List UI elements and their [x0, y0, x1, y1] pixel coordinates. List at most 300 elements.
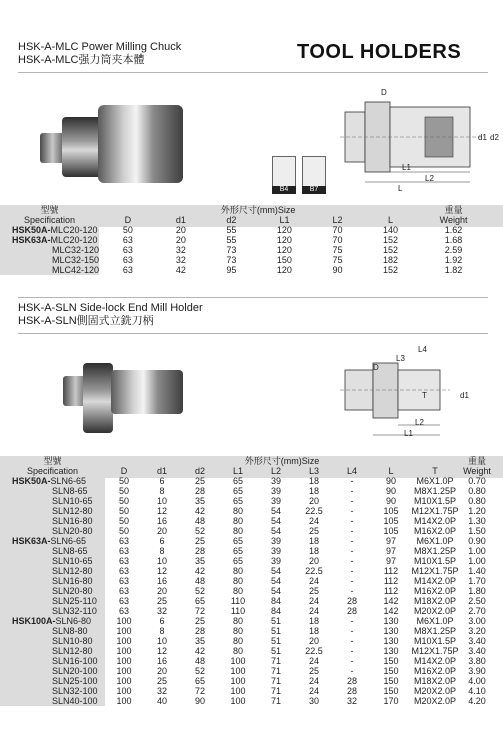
table-cell: 71 — [270, 676, 281, 686]
table-cell: 25 — [308, 586, 319, 596]
table-row — [0, 636, 495, 646]
table-cell: 63 — [118, 586, 129, 596]
table-cell: 42 — [194, 646, 205, 656]
table-cell: 97 — [385, 546, 396, 556]
table-cell: 3.00 — [468, 616, 486, 626]
row-label — [0, 476, 105, 486]
table-cell: 90 — [194, 696, 205, 706]
row-model: SLN8-65 — [52, 486, 88, 496]
table-cell: 0.80 — [468, 496, 486, 506]
table-cell: 25 — [194, 536, 205, 546]
table-cell: 54 — [270, 526, 281, 536]
table-cell: 112 — [383, 566, 399, 576]
row-model: SLN20-100 — [52, 666, 98, 676]
table-cell: 100 — [230, 666, 246, 676]
table-cell: 30 — [308, 696, 319, 706]
row-label — [0, 636, 105, 646]
table-row — [0, 646, 495, 656]
table-cell: 6 — [159, 536, 165, 546]
table-cell: 152 — [383, 265, 399, 275]
table-cell: 20 — [156, 666, 167, 676]
table-cell: 3.20 — [468, 626, 486, 636]
table-cell: 84 — [270, 606, 281, 616]
table-cell: 18 — [308, 536, 319, 546]
table-cell: M20X2.0P — [413, 696, 457, 706]
table-cell: 71 — [270, 656, 281, 666]
table-cell: 25 — [308, 526, 319, 536]
table-cell: 51 — [270, 646, 281, 656]
table-cell: 112 — [383, 586, 399, 596]
table-cell: 100 — [116, 696, 132, 706]
table-cell: 65 — [232, 546, 243, 556]
table-cell: 70 — [332, 235, 343, 245]
table-cell: 25 — [156, 676, 167, 686]
table1-spec-cn: 型號 — [40, 205, 59, 215]
table-cell: 100 — [116, 656, 132, 666]
table-cell: 120 — [276, 265, 292, 275]
table-cell: 90 — [332, 265, 343, 275]
table-cell: - — [350, 476, 354, 486]
table-cell: 142 — [383, 606, 399, 616]
table1-spec-en: Specification — [24, 215, 76, 225]
table-cell: 52 — [194, 526, 205, 536]
table-cell: - — [350, 546, 354, 556]
table2-col-header: L2 — [270, 466, 281, 476]
table-cell: 130 — [383, 646, 399, 656]
table-cell: 2.59 — [444, 245, 463, 255]
table-cell: 63 — [118, 596, 129, 606]
table-cell: M14X2.0P — [413, 656, 457, 666]
table-cell: 95 — [226, 265, 237, 275]
table-cell: 112 — [383, 576, 399, 586]
table-row — [0, 696, 495, 706]
table-cell: - — [350, 536, 354, 546]
row-label — [0, 486, 105, 496]
drawing2-label-L4: L4 — [418, 345, 427, 354]
table-cell: 4.00 — [468, 676, 486, 686]
table-cell: 28 — [194, 546, 205, 556]
table-cell: 1.68 — [444, 235, 463, 245]
inset-b4-label: B4 — [272, 186, 296, 194]
table-cell: 12 — [156, 506, 167, 516]
table2-col-header: d2 — [194, 466, 205, 476]
table-cell: - — [350, 566, 354, 576]
row-model: SLN6-65 — [50, 476, 87, 486]
table-cell: 25 — [194, 476, 205, 486]
table-cell: 20 — [175, 225, 186, 235]
table-cell: 18 — [308, 626, 319, 636]
table-cell: 24 — [308, 596, 319, 606]
row-label — [0, 676, 105, 686]
table-cell: 80 — [232, 616, 243, 626]
row-model: MLC20-120 — [50, 225, 98, 235]
table-cell: M12X1.75P — [411, 566, 459, 576]
table-cell: 20 — [156, 526, 167, 536]
row-label — [0, 696, 105, 706]
table-cell: 105 — [383, 516, 399, 526]
table-cell: 63 — [118, 606, 129, 616]
section2-title-cn: HSK-A-SLN側固式立銑刀柄 — [18, 315, 154, 327]
table-cell: 54 — [270, 506, 281, 516]
table2-col-header: T — [432, 466, 438, 476]
table-row — [0, 596, 495, 606]
table-row — [0, 496, 495, 506]
row-model: SLN40-100 — [52, 696, 98, 706]
table1-col-header: D — [124, 215, 132, 225]
table-cell: 65 — [232, 536, 243, 546]
table1 — [0, 205, 490, 275]
table-cell: 63 — [118, 556, 129, 566]
table-cell: 1.80 — [468, 586, 486, 596]
table-cell: 72 — [194, 686, 205, 696]
row-label — [0, 526, 105, 536]
table-cell: 105 — [383, 506, 399, 516]
table-cell: - — [350, 636, 354, 646]
table-cell: 32 — [175, 245, 186, 255]
table-cell: 54 — [270, 566, 281, 576]
table-cell: 75 — [332, 255, 343, 265]
table-cell: 63 — [122, 235, 133, 245]
table-cell: 71 — [270, 686, 281, 696]
table-cell: 110 — [230, 606, 246, 616]
row-label — [0, 546, 105, 556]
table-cell: 63 — [122, 245, 133, 255]
table-cell: 1.50 — [468, 526, 486, 536]
table-cell: 25 — [308, 666, 319, 676]
table2-col-header: L — [388, 466, 394, 476]
table-row — [0, 666, 495, 676]
table-row — [0, 686, 495, 696]
table-cell: 1.70 — [468, 576, 486, 586]
drawing2-label-L3: L3 — [396, 354, 405, 363]
drawing1-label-L2: L2 — [425, 174, 434, 183]
table-row — [0, 576, 495, 586]
section2-rule — [18, 333, 488, 334]
row-label — [0, 536, 105, 546]
table-cell: 39 — [270, 536, 281, 546]
table-cell: 63 — [118, 566, 129, 576]
table-cell: 80 — [232, 516, 243, 526]
row-label — [0, 235, 99, 245]
table-row — [0, 476, 495, 486]
table-cell: 65 — [232, 476, 243, 486]
table-row — [0, 626, 495, 636]
table-cell: 142 — [383, 596, 399, 606]
table-cell: 100 — [230, 696, 246, 706]
row-label — [0, 606, 105, 616]
drawing1-label-d2: d2 — [490, 133, 499, 142]
table-cell: 3.40 — [468, 636, 486, 646]
row-model: SLN6-80 — [55, 616, 92, 626]
table-cell: 16 — [156, 576, 167, 586]
row-model: SLN12-80 — [52, 566, 93, 576]
side-lock-holder-photo — [63, 358, 185, 436]
table-cell: 50 — [118, 476, 129, 486]
table-cell: 110 — [230, 596, 246, 606]
table-cell: 100 — [116, 636, 132, 646]
drawing2-label-L1: L1 — [404, 429, 413, 438]
table-cell: 28 — [346, 606, 357, 616]
table-cell: 50 — [118, 486, 129, 496]
table-cell: 80 — [232, 506, 243, 516]
table-row — [0, 606, 495, 616]
table-cell: 1.92 — [444, 255, 463, 265]
table1-col-header: L2 — [332, 215, 343, 225]
row-model: MLC32-150 — [52, 255, 100, 265]
table-cell: 100 — [116, 616, 132, 626]
row-label — [0, 496, 105, 506]
table-cell: 182 — [383, 255, 399, 265]
table-row — [0, 235, 490, 245]
table-cell: M16X2.0P — [413, 666, 457, 676]
table-cell: 100 — [116, 676, 132, 686]
table-cell: 1.40 — [468, 566, 486, 576]
table-row — [0, 616, 495, 626]
row-label — [0, 245, 99, 255]
table-row — [0, 255, 490, 265]
table-cell: 24 — [308, 576, 319, 586]
table-cell: 70 — [332, 225, 343, 235]
table-cell: 51 — [270, 636, 281, 646]
row-model: MLC32-120 — [52, 245, 100, 255]
table-cell: 51 — [270, 616, 281, 626]
table-cell: 10 — [156, 496, 167, 506]
row-model: SLN25-110 — [52, 596, 97, 606]
row-model: SLN10-65 — [52, 556, 93, 566]
row-label — [0, 686, 105, 696]
table-cell: 22.5 — [305, 566, 323, 576]
table-cell: 0.80 — [468, 486, 486, 496]
table-cell: 0.70 — [468, 476, 486, 486]
row-model: SLN32-100 — [52, 686, 98, 696]
table-cell: M10X1.5P — [413, 496, 457, 506]
table-cell: 25 — [156, 596, 167, 606]
table-cell: 40 — [156, 696, 167, 706]
inset-b4-image — [272, 156, 296, 190]
table-cell: - — [350, 576, 354, 586]
row-label — [0, 646, 105, 656]
table2-weight-en: Weight — [463, 466, 491, 476]
table-cell: 16 — [156, 516, 167, 526]
row-label — [0, 616, 105, 626]
row-label — [0, 255, 99, 265]
table-cell: 6 — [159, 476, 165, 486]
row-model: SLN25-100 — [52, 676, 98, 686]
table-cell: - — [350, 656, 354, 666]
table-cell: 52 — [194, 666, 205, 676]
table-cell: M8X1.25P — [413, 486, 457, 496]
table-cell: - — [350, 626, 354, 636]
table-cell: 120 — [276, 225, 292, 235]
table-row — [0, 556, 495, 566]
table-cell: 35 — [194, 636, 205, 646]
table-cell: 54 — [270, 586, 281, 596]
table-cell: - — [350, 556, 354, 566]
table-cell: 100 — [116, 646, 132, 656]
table-cell: 80 — [232, 566, 243, 576]
table-cell: 63 — [118, 546, 129, 556]
table-cell: 10 — [156, 556, 167, 566]
table-row — [0, 245, 490, 255]
table-cell: 22.5 — [305, 646, 323, 656]
row-group: HSK100A- — [12, 616, 56, 626]
drawing1-label-D: D — [381, 88, 387, 97]
table-cell: 51 — [270, 626, 281, 636]
inset-b7-label: B7 — [302, 186, 326, 194]
table-cell: 80 — [232, 576, 243, 586]
table-row — [0, 536, 495, 546]
table-cell: 16 — [156, 656, 167, 666]
row-model: SLN8-65 — [52, 546, 88, 556]
row-label — [0, 576, 105, 586]
table-cell: 6 — [159, 616, 165, 626]
table-cell: 3.40 — [468, 646, 486, 656]
table-cell: 1.20 — [468, 506, 486, 516]
section1-title-cn: HSK-A-MLC强力筒夹本體 — [18, 54, 145, 66]
table-cell: 24 — [308, 516, 319, 526]
row-model: MLC42-120 — [52, 265, 100, 275]
table-cell: M6X1.0P — [416, 536, 454, 546]
table1-col-header: L1 — [279, 215, 290, 225]
table-cell: 12 — [156, 566, 167, 576]
table-cell: M20X2.0P — [413, 686, 457, 696]
table-cell: 152 — [383, 245, 399, 255]
table-cell: 20 — [308, 636, 319, 646]
table-cell: 35 — [194, 556, 205, 566]
table-cell: M14X2.0P — [413, 516, 457, 526]
table-cell: - — [350, 516, 354, 526]
table-cell: 80 — [232, 626, 243, 636]
table-cell: 8 — [159, 626, 165, 636]
table-cell: 80 — [232, 636, 243, 646]
table-cell: 1.82 — [444, 265, 463, 275]
table-cell: M10X1.5P — [413, 556, 457, 566]
table-cell: 8 — [159, 486, 165, 496]
table-cell: 130 — [383, 626, 399, 636]
row-model: SLN6-65 — [50, 536, 87, 546]
row-label — [0, 506, 105, 516]
table-cell: - — [350, 586, 354, 596]
table-cell: 25 — [194, 616, 205, 626]
table-cell: 42 — [194, 566, 205, 576]
table-cell: 84 — [270, 596, 281, 606]
table2-weight-cn: 重量 — [467, 456, 486, 466]
table-cell: 28 — [346, 686, 357, 696]
row-model: SLN16-80 — [52, 576, 93, 586]
drawing2-label-T: T — [422, 391, 427, 400]
row-model: SLN12-80 — [52, 506, 93, 516]
table-cell: - — [350, 506, 354, 516]
table-cell: - — [350, 616, 354, 626]
table-cell: 150 — [383, 676, 399, 686]
row-label — [0, 265, 99, 275]
table-cell: 18 — [308, 486, 319, 496]
row-group: HSK50A- — [12, 476, 51, 486]
drawing2-label-d1: d1 — [460, 391, 469, 400]
table-cell: 20 — [175, 235, 186, 245]
table-cell: 90 — [385, 496, 396, 506]
table-cell: 42 — [194, 506, 205, 516]
table-cell: 42 — [175, 265, 186, 275]
section1-title-en: HSK-A-MLC Power Milling Chuck — [18, 41, 182, 53]
table-cell: 75 — [332, 245, 343, 255]
table-cell: M8X1.25P — [413, 546, 457, 556]
row-model: SLN8-80 — [52, 626, 88, 636]
table-cell: 120 — [276, 235, 292, 245]
table-cell: 28 — [194, 626, 205, 636]
row-label — [0, 656, 105, 666]
table-cell: 105 — [383, 526, 399, 536]
table-cell: 4.10 — [468, 686, 486, 696]
table-cell: 2.70 — [468, 606, 486, 616]
row-model: SLN12-80 — [52, 646, 93, 656]
table-cell: 24 — [308, 686, 319, 696]
table-cell: 50 — [118, 496, 129, 506]
table-cell: 130 — [383, 616, 399, 626]
table-cell: 28 — [346, 596, 357, 606]
table-cell: 48 — [194, 576, 205, 586]
row-label — [0, 586, 105, 596]
table-cell: M16X2.0P — [413, 526, 457, 536]
table-cell: 48 — [194, 516, 205, 526]
table-cell: M12X1.75P — [411, 506, 459, 516]
table-cell: 39 — [270, 546, 281, 556]
table1-weight-cn: 重量 — [444, 205, 463, 215]
table-cell: M16X2.0P — [413, 586, 457, 596]
power-milling-chuck-drawing — [340, 82, 495, 192]
table-cell: 24 — [308, 606, 319, 616]
table-cell: 90 — [385, 476, 396, 486]
table-cell: 150 — [383, 666, 399, 676]
table1-weight-en: Weight — [439, 215, 468, 225]
section2-rule-top — [18, 297, 488, 298]
table-cell: 130 — [383, 636, 399, 646]
table-cell: 24 — [308, 656, 319, 666]
table2-col-header: L3 — [308, 466, 319, 476]
table-cell: 32 — [156, 606, 167, 616]
section1-rule — [18, 72, 488, 73]
table-row — [0, 656, 495, 666]
table1-col-header: d1 — [175, 215, 186, 225]
brand-title: TOOL HOLDERS — [297, 41, 462, 63]
row-model: SLN20-80 — [52, 586, 93, 596]
table-cell: 100 — [230, 656, 246, 666]
table-cell: 50 — [118, 506, 129, 516]
power-milling-chuck-photo — [40, 103, 185, 185]
row-label — [0, 666, 105, 676]
row-label — [0, 596, 105, 606]
table-cell: 4.20 — [468, 696, 486, 706]
table-cell: 100 — [116, 666, 132, 676]
table-cell: 39 — [270, 476, 281, 486]
table-cell: 73 — [226, 245, 237, 255]
table-cell: 65 — [194, 676, 205, 686]
table-cell: 24 — [308, 676, 319, 686]
table2-col-header: L1 — [232, 466, 243, 476]
table-cell: 150 — [276, 255, 292, 265]
row-model: SLN10-65 — [52, 496, 93, 506]
table-cell: 152 — [383, 235, 399, 245]
table-cell: 32 — [175, 255, 186, 265]
table-cell: 170 — [383, 696, 399, 706]
table-cell: 90 — [385, 486, 396, 496]
table-cell: 100 — [116, 626, 132, 636]
table-cell: 100 — [116, 686, 132, 696]
table-cell: 80 — [232, 526, 243, 536]
table-cell: 18 — [308, 546, 319, 556]
table-cell: 39 — [270, 496, 281, 506]
table-cell: 150 — [383, 656, 399, 666]
